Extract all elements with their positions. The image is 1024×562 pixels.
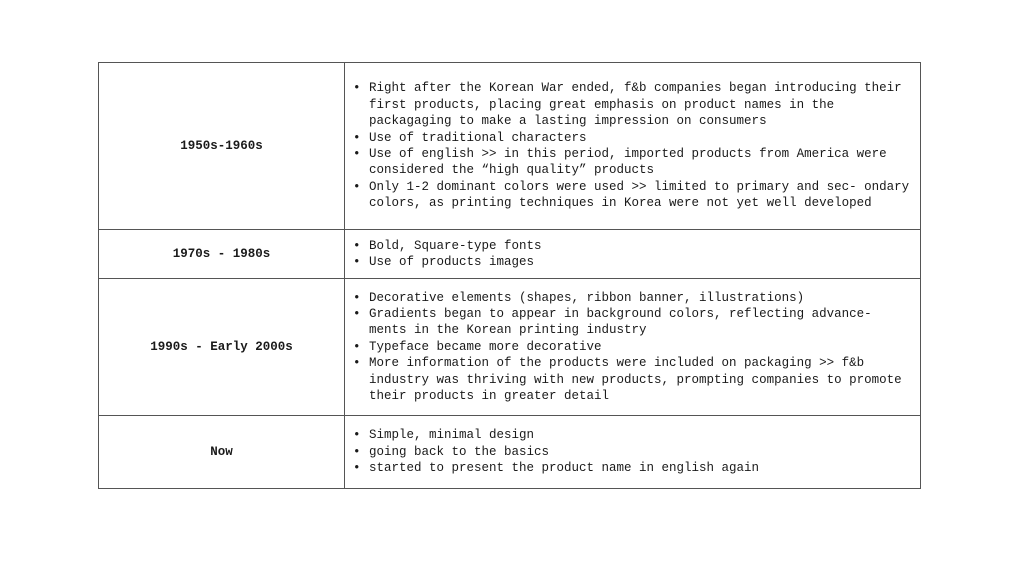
bullet-item: • Simple, minimal design <box>353 427 914 443</box>
era-label: 1970s - 1980s <box>99 230 345 279</box>
bullet-item: • started to present the product name in english again <box>353 460 914 476</box>
bullet-list <box>345 427 920 476</box>
description-cell <box>345 416 921 489</box>
bullet-item: • going back to the basics <box>353 444 914 460</box>
description-cell <box>345 63 921 230</box>
bullet-list <box>345 80 920 211</box>
era-label: 1950s-1960s <box>99 63 345 230</box>
bullet-item: • Use of english >> in this period, imported products from America were considered the “high quality” products <box>353 146 914 179</box>
era-label: 1990s - Early 2000s <box>99 279 345 416</box>
bullet-item: • Use of traditional characters <box>353 130 914 146</box>
table-row <box>99 230 921 279</box>
bullet-item: • Only 1-2 dominant colors were used >> limited to primary and sec- ondary colors, as printing techniques in Korea were not yet well developed <box>353 179 914 212</box>
bullet-item: • Use of products images <box>353 254 914 270</box>
bullet-list <box>345 238 920 271</box>
bullet-item: • Gradients began to appear in background colors, reflecting advance- ments in the Korean printing industry <box>353 306 914 339</box>
bullet-list <box>345 290 920 405</box>
description-cell <box>345 279 921 416</box>
bullet-item: • Bold, Square-type fonts <box>353 238 914 254</box>
table-row <box>99 279 921 416</box>
era-label: Now <box>99 416 345 489</box>
bullet-item: • Typeface became more decorative <box>353 339 914 355</box>
table-row <box>99 63 921 230</box>
bullet-item: • More information of the products were included on packaging >> f&b industry was thriving with new products, prompting companies to promote their products in greater detail <box>353 355 914 404</box>
bullet-item: • Right after the Korean War ended, f&b companies began introducing their first products, placing great emphasis on product names in the packagaging to make a lasting impression on consumers <box>353 80 914 129</box>
description-cell <box>345 230 921 279</box>
era-table <box>98 62 921 489</box>
table-row <box>99 416 921 489</box>
bullet-item: • Decorative elements (shapes, ribbon banner, illustrations) <box>353 290 914 306</box>
